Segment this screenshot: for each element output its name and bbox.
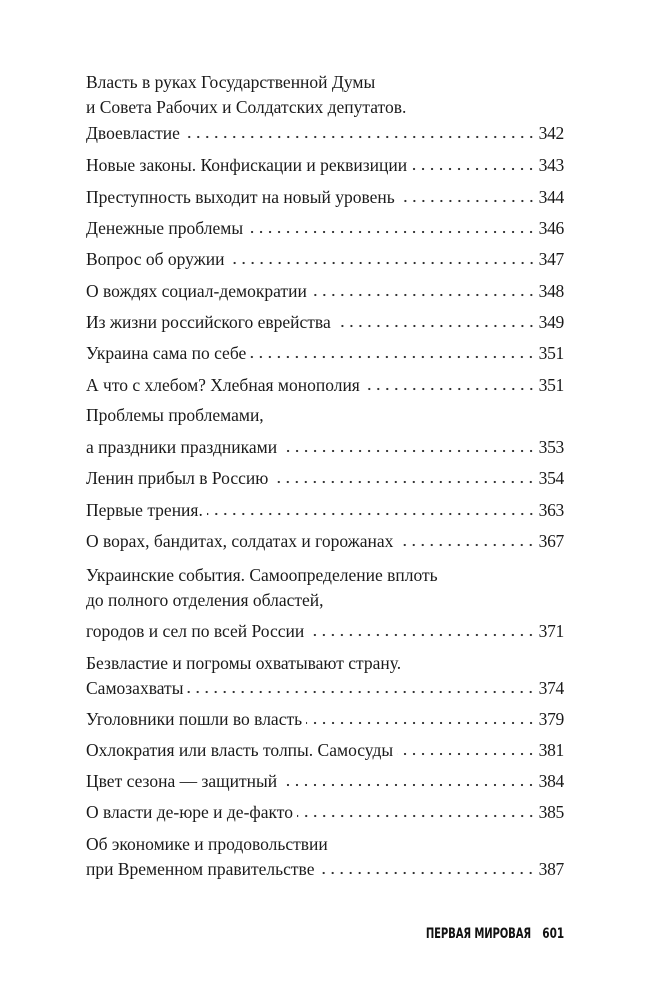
toc-entry bbox=[86, 435, 564, 459]
dot-leader bbox=[397, 752, 536, 756]
dot-leader bbox=[187, 690, 535, 694]
toc-entry bbox=[86, 153, 564, 177]
toc-entry-title: О власти де-юре и де-факто bbox=[86, 800, 297, 824]
dot-leader bbox=[306, 721, 536, 725]
toc-page-number: 353 bbox=[538, 437, 564, 457]
page-footer bbox=[0, 924, 564, 944]
toc-entry bbox=[86, 310, 564, 334]
dot-leader bbox=[318, 871, 535, 875]
toc-entry bbox=[86, 800, 564, 824]
toc-entry bbox=[86, 498, 564, 522]
toc-entry-title: Первые трения. bbox=[86, 498, 207, 522]
toc-entry-title: Денежные проблемы bbox=[86, 216, 247, 240]
toc-entry-title: Уголовники пошли во власть bbox=[86, 707, 306, 731]
toc-entry-title: О ворах, бандитах, солдатах и горожанах bbox=[86, 529, 397, 553]
page-number: 601 bbox=[542, 926, 564, 942]
toc-entry-title: Новые законы. Конфискации и реквизиции bbox=[86, 153, 411, 177]
toc-entry-title: Проблемы проблемами, bbox=[86, 403, 268, 427]
dot-leader bbox=[308, 633, 535, 637]
dot-leader bbox=[311, 293, 536, 297]
toc-entry bbox=[86, 707, 564, 731]
dot-leader bbox=[335, 324, 536, 328]
toc-page-number: 351 bbox=[538, 375, 564, 395]
toc-entry-title: Украина сама по себе bbox=[86, 341, 250, 365]
toc-entry bbox=[86, 769, 564, 793]
toc-entry-title: Двоевластие bbox=[86, 121, 184, 145]
running-title: ПЕРВАЯ МИРОВАЯ bbox=[425, 926, 531, 942]
toc-page-number: 374 bbox=[538, 678, 564, 698]
toc-entry-continuation bbox=[86, 588, 564, 612]
toc-entry-continuation bbox=[86, 832, 564, 856]
toc-page-number: 354 bbox=[538, 468, 564, 488]
toc-page-number: 363 bbox=[538, 500, 564, 520]
toc-entry bbox=[86, 216, 564, 240]
dot-leader bbox=[297, 814, 536, 818]
toc-entry bbox=[86, 738, 564, 762]
toc-page-number: 344 bbox=[538, 187, 564, 207]
toc-page-number: 346 bbox=[538, 218, 564, 238]
toc-page-number: 343 bbox=[538, 155, 564, 175]
toc-entry-title: городов и сел по всей России bbox=[86, 619, 308, 643]
toc-entry-continuation bbox=[86, 70, 564, 94]
toc-entry-title: а праздники праздниками bbox=[86, 435, 281, 459]
toc-page-number: 349 bbox=[538, 312, 564, 332]
toc-entry bbox=[86, 373, 564, 397]
toc-entry-title: до полного отделения областей, bbox=[86, 588, 328, 612]
toc-entry bbox=[86, 247, 564, 271]
toc-entry-title: Преступность выходит на новый уровень bbox=[86, 185, 399, 209]
toc-page-number: 342 bbox=[538, 123, 564, 143]
toc-entry-title: Власть в руках Государственной Думы bbox=[86, 70, 379, 94]
toc-entry bbox=[86, 279, 564, 303]
toc-entry-title: Охлократия или власть толпы. Самосуды bbox=[86, 738, 397, 762]
toc-page-number: 379 bbox=[538, 709, 564, 729]
dot-leader bbox=[411, 167, 536, 171]
toc-entry bbox=[86, 121, 564, 145]
toc-entry-continuation bbox=[86, 95, 564, 119]
dot-leader bbox=[272, 480, 535, 484]
toc-entry-title: Об экономике и продовольствии bbox=[86, 832, 332, 856]
dot-leader bbox=[364, 387, 536, 391]
toc-entry-title: при Временном правительстве bbox=[86, 857, 318, 881]
toc-page-number: 347 bbox=[538, 249, 564, 269]
toc-entry bbox=[86, 676, 564, 700]
dot-leader bbox=[250, 355, 535, 359]
toc-entry-continuation bbox=[86, 563, 564, 587]
toc-page-number: 384 bbox=[538, 771, 564, 791]
toc-entry-title: Самозахваты bbox=[86, 676, 187, 700]
toc-page-number: 367 bbox=[538, 531, 564, 551]
toc-entry-continuation bbox=[86, 403, 564, 427]
toc-entry-title: Безвластие и погромы охватывают страну. bbox=[86, 651, 405, 675]
toc-page-number: 371 bbox=[538, 621, 564, 641]
toc-page-number: 387 bbox=[538, 859, 564, 879]
toc-entry bbox=[86, 529, 564, 553]
toc-entry-title: Цвет сезона — защитный bbox=[86, 769, 281, 793]
dot-leader bbox=[281, 449, 536, 453]
dot-leader bbox=[207, 512, 536, 516]
dot-leader bbox=[229, 261, 536, 265]
toc-entry-title: Украинские события. Самоопределение вплоть bbox=[86, 563, 442, 587]
toc-entry bbox=[86, 619, 564, 643]
toc-entry-continuation bbox=[86, 651, 564, 675]
dot-leader bbox=[399, 199, 536, 203]
toc-page-number: 348 bbox=[538, 281, 564, 301]
toc-entry bbox=[86, 857, 564, 881]
toc-entry bbox=[86, 466, 564, 490]
toc-entry-title: О вождях социал-демократии bbox=[86, 279, 311, 303]
toc-entry-title: Из жизни российского еврейства bbox=[86, 310, 335, 334]
toc-entry bbox=[86, 185, 564, 209]
dot-leader bbox=[247, 230, 536, 234]
dot-leader bbox=[397, 543, 535, 547]
toc-entry-title: и Совета Рабочих и Солдатских депутатов. bbox=[86, 95, 410, 119]
toc-page-number: 381 bbox=[538, 740, 564, 760]
toc-entry-title: Вопрос об оружии bbox=[86, 247, 229, 271]
toc-page-number: 385 bbox=[538, 802, 564, 822]
toc-entry-title: А что с хлебом? Хлебная монополия bbox=[86, 373, 364, 397]
dot-leader bbox=[184, 135, 536, 139]
toc-entry-title: Ленин прибыл в Россию bbox=[86, 466, 272, 490]
toc-entry bbox=[86, 341, 564, 365]
dot-leader bbox=[281, 783, 535, 787]
toc-page-number: 351 bbox=[538, 343, 564, 363]
